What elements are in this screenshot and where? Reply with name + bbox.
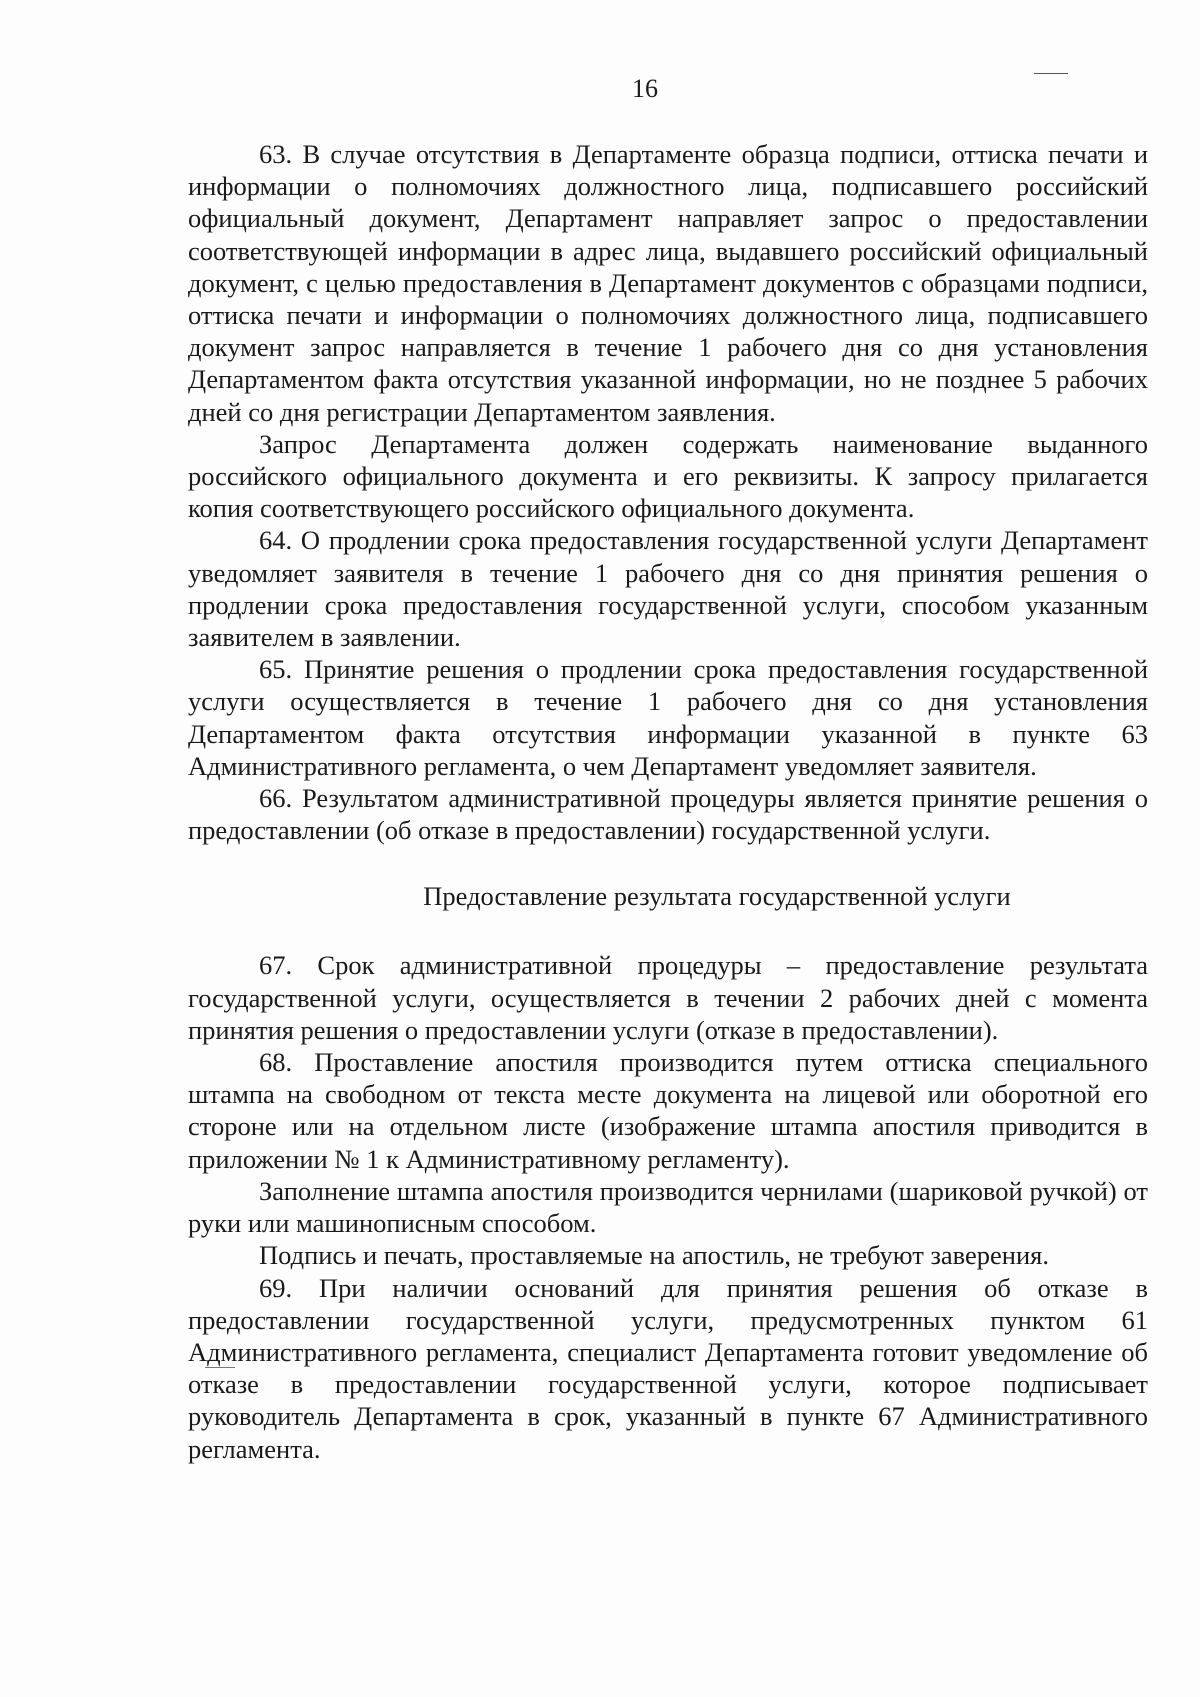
- document-body: [188, 138, 1148, 1465]
- paragraph-63-request: Запрос Департамента должен содержать наименование выданного российского официального документа и его реквизиты. К запросу прилагается копия соответствующего российского официального документа.: [188, 428, 1148, 524]
- paragraph-69: 69. При наличии оснований для принятия решения об отказе в предоставлении государственной услуги, предусмотренных пунктом 61 Административного регламента, специалист Департамента готовит уведомление об отказе в предоставлении государственной услуги, которое подписывает руководитель Департамента в срок, указанный в пункте 67 Административного регламента.: [188, 1272, 1148, 1464]
- paragraph-68-filling: Заполнение штампа апостиля производится чернилами (шариковой ручкой) от руки или машинописным способом.: [188, 1175, 1148, 1239]
- corner-mark: [1034, 73, 1068, 74]
- paragraph-68-signature: Подпись и печать, проставляемые на апостиль, не требуют заверения.: [259, 1240, 1049, 1271]
- section-heading: Предоставление результата государственной услуги: [423, 881, 1011, 912]
- paragraph-67: 67. Срок административной процедуры – предоставление результата государственной услуги, осуществляется в течении 2 рабочих дней с момента принятия решения о предоставлении услуги (отказе в предоставлении).: [188, 950, 1148, 1045]
- paragraph-68: 68. Проставление апостиля производится путем оттиска специального штампа на свободном от текста месте документа на лицевой или оборотной его стороне или на отдельном листе (изображение штампа апостиля приводится в приложении № 1 к Административному регламенту).: [188, 1047, 1148, 1174]
- paragraph-65: 65. Принятие решения о продлении срока предоставления государственной услуги осуществляется в течение 1 рабочего дня со дня установления Департаментом факта отсутствия информации указанной в пункте 63 Административного регламента, о чем Департамент уведомляет заявителя.: [188, 654, 1148, 781]
- paragraph-63: 63. В случае отсутствия в Департаменте образца подписи, оттиска печати и информации о полномочиях должностного лица, подписавшего российский официальный документ, Департамент направляет запрос о предоставлении соответствующей информации в адрес лица, выдавшего российский официальный документ, с целью предоставления в Департамент документов с образцами подписи, оттиска печати и информации о полномочиях должностного лица, подписавшего документ запрос направляется в течение 1 рабочего дня со дня установления Департаментом факта отсутствия указанной информации, но не позднее 5 рабочих дней со дня регистрации Департаментом заявления.: [188, 139, 1148, 427]
- page-number: 16: [632, 74, 658, 103]
- paragraph-66: 66. Результатом административной процедуры является принятие решения о предоставлении (об отказе в предоставлении) государственной услуги.: [188, 783, 1148, 846]
- margin-dash: [205, 1367, 235, 1368]
- paragraph-64: 64. О продлении срока предоставления государственной услуги Департамент уведомляет заявителя в течение 1 рабочего дня со дня принятия решения о продлении срока предоставления государственной услуги, способом указанным заявителем в заявлении.: [188, 525, 1148, 653]
